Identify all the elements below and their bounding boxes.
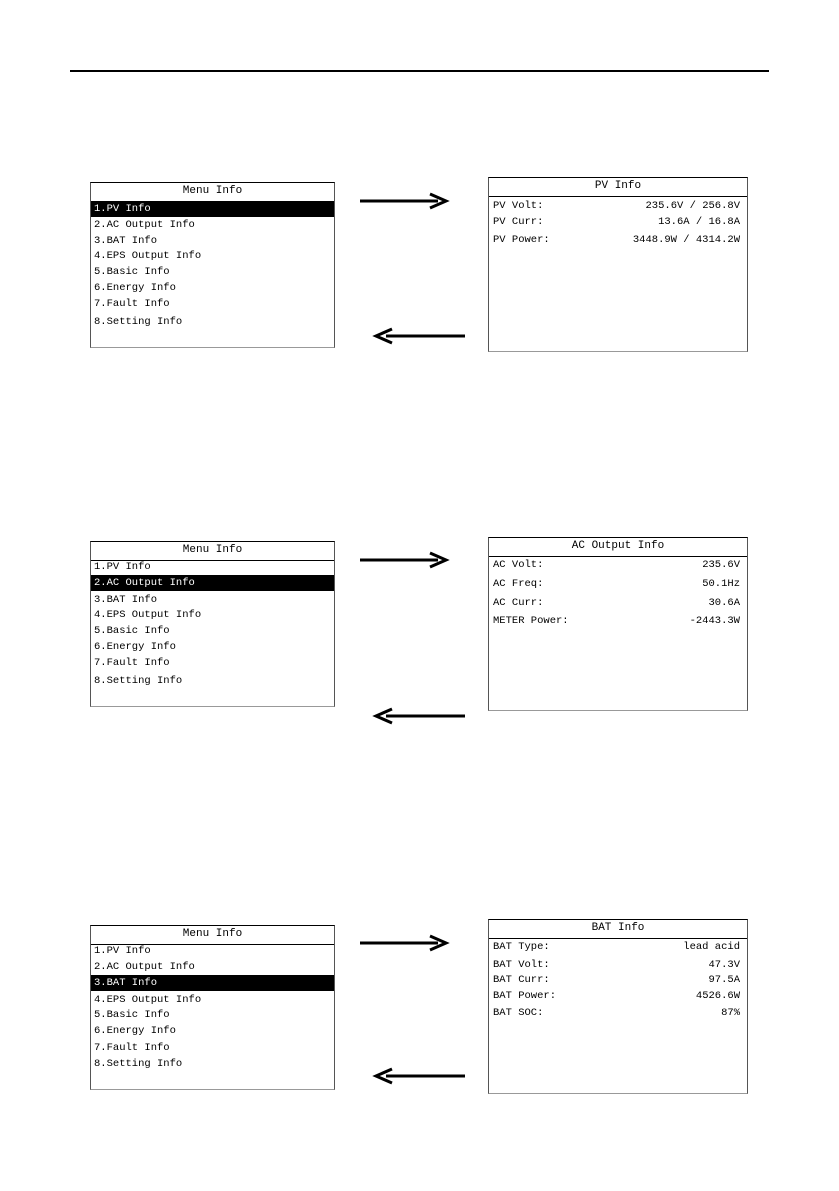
detail-row: [493, 198, 740, 214]
detail-row: [493, 957, 740, 973]
menu-panel-3: [90, 925, 335, 1090]
menu-item-ac-output-info[interactable]: 2.AC Output Info: [94, 219, 195, 231]
menu-item-pv-info[interactable]: 1.PV Info: [94, 945, 151, 957]
menu-title: Menu Info: [91, 183, 334, 202]
detail-row: [493, 214, 740, 230]
menu-item-energy-info[interactable]: 6.Energy Info: [94, 1025, 176, 1037]
menu-item-ac-output-info[interactable]: 2.AC Output Info: [91, 575, 334, 591]
row-label: AC Curr:: [493, 597, 544, 609]
menu-item-fault-info[interactable]: 7.Fault Info: [94, 657, 170, 669]
menu-panel-2: [90, 541, 335, 707]
arrow-right-icon: [358, 934, 450, 952]
menu-item-fault-info[interactable]: 7.Fault Info: [94, 1042, 170, 1054]
detail-row: [493, 557, 740, 573]
menu-item-bat-info[interactable]: 3.BAT Info: [94, 235, 158, 247]
row-value: 87%: [721, 1007, 740, 1019]
menu-item-setting-info[interactable]: 8.Setting Info: [94, 316, 183, 328]
row-value: 97.5A: [708, 974, 740, 986]
detail-row: [493, 939, 740, 955]
menu-title: Menu Info: [91, 926, 334, 945]
menu-panel-1: [90, 182, 335, 348]
detail-title: AC Output Info: [489, 538, 747, 557]
menu-item-energy-info[interactable]: 6.Energy Info: [94, 282, 176, 294]
detail-title: BAT Info: [489, 920, 747, 939]
menu-item-pv-info[interactable]: 1.PV Info: [94, 561, 151, 573]
arrow-left-icon: [372, 1067, 467, 1085]
row-label: AC Volt:: [493, 559, 544, 571]
row-label: PV Volt:: [493, 200, 544, 212]
detail-row: [493, 595, 740, 611]
menu-item-eps-output-info[interactable]: 4.EPS Output Info: [94, 994, 202, 1006]
row-label: AC Freq:: [493, 578, 544, 590]
row-value: 4526.6W: [695, 990, 740, 1002]
detail-panel-ac-output-info: [488, 537, 748, 711]
detail-panel-bat-info: [488, 919, 748, 1094]
row-value: 3448.9W / 4314.2W: [632, 234, 740, 246]
row-label: BAT Volt:: [493, 959, 550, 971]
row-label: BAT SOC:: [493, 1007, 544, 1019]
row-label: BAT Curr:: [493, 974, 550, 986]
page-header-rule: [70, 70, 769, 72]
detail-row: [493, 972, 740, 988]
detail-row: [493, 576, 740, 592]
menu-item-setting-info[interactable]: 8.Setting Info: [94, 675, 183, 687]
menu-item-eps-output-info[interactable]: 4.EPS Output Info: [94, 609, 202, 621]
row-value: 30.6A: [708, 597, 740, 609]
row-label: METER Power:: [493, 615, 569, 627]
menu-item-pv-info[interactable]: 1.PV Info: [91, 201, 334, 217]
row-label: BAT Power:: [493, 990, 557, 1002]
row-value: 235.6V: [702, 559, 740, 571]
menu-item-basic-info[interactable]: 5.Basic Info: [94, 1009, 170, 1021]
menu-item-basic-info[interactable]: 5.Basic Info: [94, 625, 170, 637]
menu-item-bat-info[interactable]: 3.BAT Info: [91, 975, 334, 991]
row-value: lead acid: [683, 941, 740, 953]
row-label: BAT Type:: [493, 941, 550, 953]
row-label: PV Curr:: [493, 216, 544, 228]
row-value: -2443.3W: [689, 615, 740, 627]
arrow-right-icon: [358, 192, 450, 210]
detail-row: [493, 988, 740, 1004]
detail-row: [493, 613, 740, 629]
detail-title: PV Info: [489, 178, 747, 197]
menu-item-setting-info[interactable]: 8.Setting Info: [94, 1058, 183, 1070]
menu-item-bat-info[interactable]: 3.BAT Info: [94, 594, 158, 606]
arrow-left-icon: [372, 707, 467, 725]
row-value: 13.6A / 16.8A: [658, 216, 740, 228]
row-label: PV Power:: [493, 234, 550, 246]
row-value: 47.3V: [708, 959, 740, 971]
menu-item-basic-info[interactable]: 5.Basic Info: [94, 266, 170, 278]
row-value: 235.6V / 256.8V: [645, 200, 740, 212]
arrow-right-icon: [358, 551, 450, 569]
detail-panel-pv-info: [488, 177, 748, 352]
arrow-left-icon: [372, 327, 467, 345]
detail-row: [493, 1005, 740, 1021]
menu-title: Menu Info: [91, 542, 334, 561]
detail-row: [493, 232, 740, 248]
menu-item-eps-output-info[interactable]: 4.EPS Output Info: [94, 250, 202, 262]
menu-item-energy-info[interactable]: 6.Energy Info: [94, 641, 176, 653]
menu-item-ac-output-info[interactable]: 2.AC Output Info: [94, 961, 195, 973]
row-value: 50.1Hz: [702, 578, 740, 590]
menu-item-fault-info[interactable]: 7.Fault Info: [94, 298, 170, 310]
